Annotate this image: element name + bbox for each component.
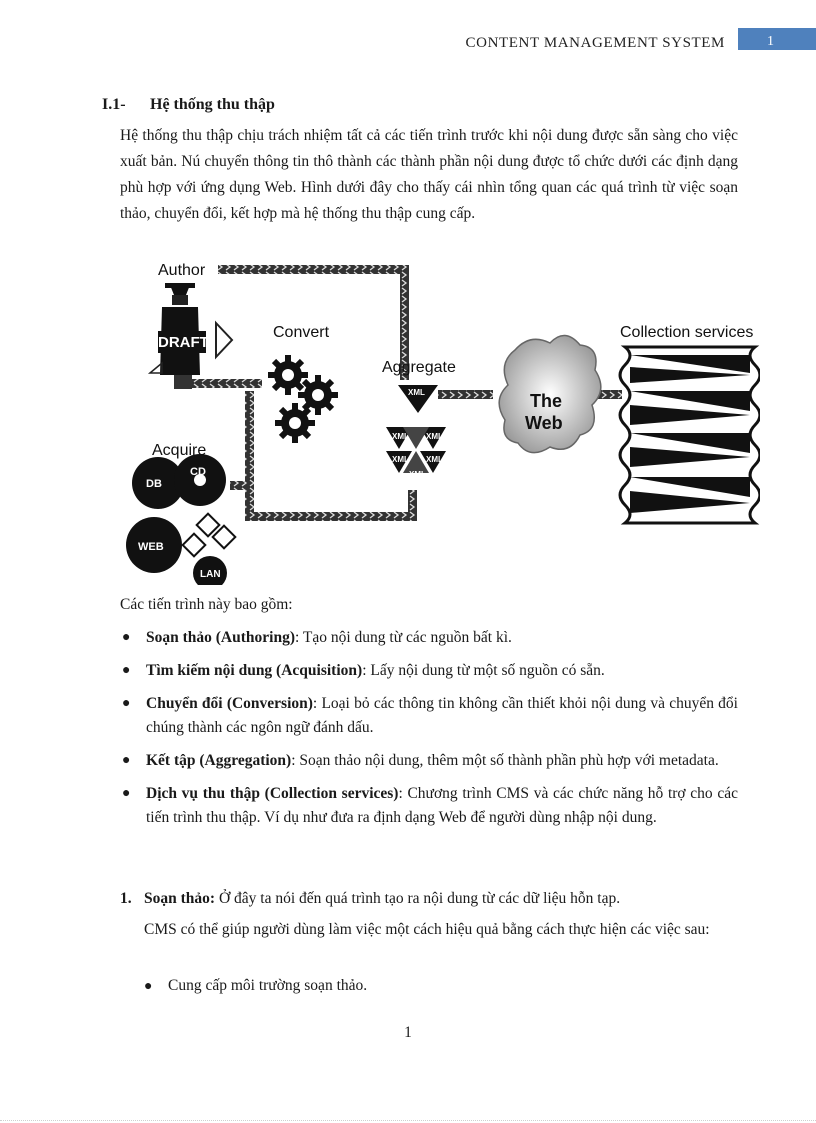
bullet-icon: ●	[122, 786, 131, 801]
convert-gears-icon	[268, 355, 338, 443]
header-accent-box	[738, 28, 816, 50]
list-item: ● Tìm kiếm nội dung (Acquisition): Lấy nội dung từ một số nguồn có sẵn.	[120, 659, 738, 683]
svg-text:WEB: WEB	[138, 541, 164, 553]
bullet-icon: ●	[122, 753, 131, 768]
process-list	[120, 626, 738, 839]
collection-services-label: Collection services	[620, 324, 754, 341]
svg-text:CD: CD	[190, 466, 206, 478]
author-label: Author	[158, 262, 206, 279]
list-item: ● Soạn thảo (Authoring): Tạo nội dung từ các nguồn bất kì.	[120, 626, 738, 650]
footer-divider	[0, 1120, 816, 1121]
svg-text:XML: XML	[408, 388, 425, 397]
svg-text:XML: XML	[409, 470, 426, 479]
collection-system-diagram	[120, 255, 760, 585]
svg-text:DB: DB	[146, 478, 162, 490]
header-title: CONTENT MANAGEMENT SYSTEM	[465, 35, 725, 51]
svg-text:XML: XML	[392, 432, 409, 441]
list-item: ● Chuyển đổi (Conversion): Loại bỏ các thông tin không cần thiết khỏi nội dung và chuyển đổi chúng thành các ngôn ngữ đánh dấu.	[120, 692, 738, 740]
svg-text:XML: XML	[426, 455, 443, 464]
acquire-sources-icon	[126, 454, 235, 585]
svg-text:XML: XML	[392, 455, 409, 464]
draft-label: DRAFT	[158, 334, 209, 351]
bullet-icon: ●	[122, 663, 131, 678]
aggregate-label: Aggregate	[382, 359, 456, 376]
section-number: I.1-	[102, 96, 126, 113]
list-item: ● Dịch vụ thu thập (Collection services): Chương trình CMS và các chức năng hỗ trợ cho các tiến trình thu thập. Ví dụ như đưa ra định dạng Web để người dùng nhập nội dung.	[120, 782, 738, 830]
bullet-icon: ●	[122, 630, 131, 645]
list-intro: Các tiến trình này bao gồm:	[120, 596, 293, 613]
cms-paragraph: CMS có thể giúp người dùng làm việc một cách hiệu quả bằng cách thực hiện các việc sau:	[144, 921, 710, 938]
intro-paragraph: Hệ thống thu thập chịu trách nhiệm tất cả các tiến trình trước khi nội dung được sẵn sàng cho việc xuất bản. Nú chuyển thông tin thô thành các thành phần nội dung được tổ chức dưới các định dạng phù hợp với ứng dụng Web. Hình dưới đây cho thấy cái nhìn tổng quan các quá trình từ việc soạn thảo, chuyển đổi, kết hợp mà hệ thống thu thập cung cấp.	[120, 127, 738, 222]
sub-bullet-item: ● Cung cấp môi trường soạn thảo.	[144, 977, 368, 994]
bullet-icon: ●	[144, 979, 153, 994]
svg-text:The: The	[530, 391, 563, 411]
section-title: Hệ thống thu thập	[150, 96, 275, 113]
acquire-label: Acquire	[152, 442, 207, 459]
svg-text:Web: Web	[525, 413, 563, 433]
page-number: 1	[404, 1024, 412, 1041]
header-page-number: 1	[767, 34, 774, 49]
svg-text:XML: XML	[426, 432, 443, 441]
convert-label: Convert	[273, 324, 330, 341]
bullet-icon: ●	[122, 696, 131, 711]
list-item: ● Kết tập (Aggregation): Soạn thảo nội dung, thêm một số thành phần phù hợp với metadata.	[120, 749, 738, 773]
aggregate-xml-icon	[386, 385, 446, 479]
collection-services-icon	[620, 347, 760, 523]
svg-text:LAN: LAN	[200, 569, 221, 580]
numbered-item-authoring: 1. Soạn thảo: Ở đây ta nói đến quá trình tạo ra nội dung từ các dữ liệu hỗn tạp.	[120, 890, 621, 907]
